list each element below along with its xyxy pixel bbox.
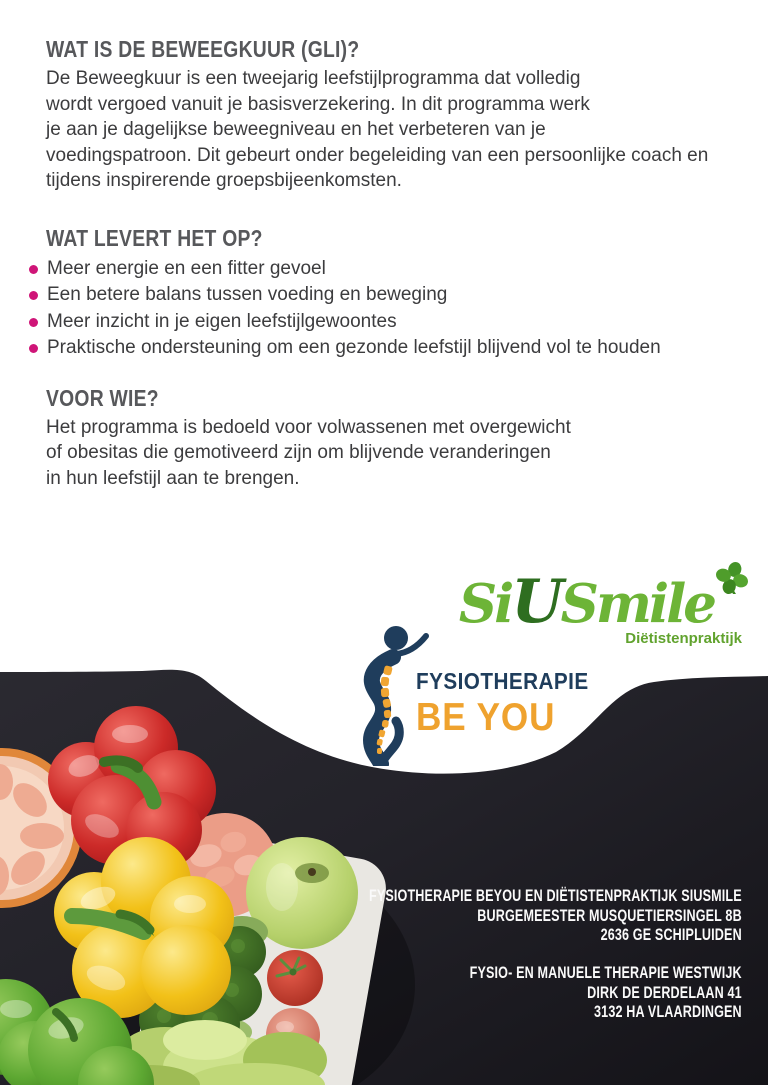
siusmile-wordmark — [448, 562, 748, 637]
bullet-text: Een betere balans tussen voeding en beweging — [47, 284, 448, 305]
section-heading-what-is — [46, 36, 756, 62]
wordmark-part: U — [511, 567, 561, 637]
bullet-dot-icon — [29, 344, 38, 353]
section-heading-benefits — [46, 225, 756, 251]
paragraph-line: Het programma is bedoeld voor volwassenen met overgewicht — [46, 416, 571, 438]
bullet-text: Meer energie en een fitter gevoel — [47, 257, 326, 279]
wordmark-part: Smile — [560, 573, 714, 635]
paragraph-line: in hun leefstijl aan te brengen. — [46, 467, 300, 489]
content-column — [46, 36, 756, 491]
paragraph-line: De Beweegkuur is een tweejarig leefstijlprogramma dat volledig — [46, 68, 581, 89]
address-line: BURGEMEESTER MUSQUETIERSINGEL 8B — [477, 905, 742, 925]
address-line: FYSIOTHERAPIE BEYOU EN DIËTISTENPRAKTIJK SIUSMILE — [369, 886, 742, 905]
heading-text: WAT LEVERT HET OP? — [46, 224, 263, 251]
list-item — [46, 309, 756, 336]
siusmile-subtitle: Diëtistenpraktijk — [625, 630, 742, 647]
paragraph-line: wordt vergoed vanuit je basisverzekering. In dit programma werk — [46, 93, 590, 115]
list-item — [46, 282, 756, 309]
address-block-2 — [470, 963, 742, 1022]
address-block-1 — [369, 886, 742, 945]
for-whom-paragraph — [46, 415, 756, 492]
address-line: FYSIO- EN MANUELE THERAPIE WESTWIJK — [469, 963, 742, 982]
heading-text: VOOR WIE? — [46, 384, 159, 411]
list-item — [46, 256, 756, 283]
benefits-list — [46, 256, 756, 362]
bullet-text: Meer inzicht in je eigen leefstijlgewoontes — [47, 310, 397, 332]
tomato-icon — [267, 950, 323, 1006]
beyou-subtitle: BE YOU — [416, 696, 556, 739]
paragraph-line: je aan je dagelijkse beweegniveau en het verbeteren van je — [46, 119, 546, 140]
heading-text: WAT IS DE BEWEEGKUUR (GLI)? — [46, 36, 360, 62]
paragraph-line: tijdens inspirerende groepsbijeenkomsten. — [46, 170, 402, 191]
paragraph-line: voedingspatroon. Dit gebeurt onder begeleiding van een persoonlijke coach en — [46, 144, 709, 166]
what-is-paragraph — [46, 66, 756, 194]
list-item — [46, 335, 756, 362]
beyou-logo — [358, 626, 588, 766]
address-line: 3132 HA VLAARDINGEN — [594, 1002, 742, 1021]
wordmark-part: Si — [458, 573, 512, 635]
bullet-text: Praktische ondersteuning om een gezonde leefstijl blijvend vol te houden — [47, 337, 661, 358]
paragraph-line: of obesitas die gemotiveerd zijn om blijvende veranderingen — [46, 442, 551, 463]
bullet-dot-icon — [29, 265, 38, 274]
clover-icon — [716, 562, 748, 594]
bullet-dot-icon — [29, 318, 38, 327]
beyou-title: FYSIOTHERAPIE — [416, 668, 589, 694]
section-heading-for-whom — [46, 385, 756, 411]
address-line: DIRK DE DERDELAAN 41 — [587, 982, 742, 1002]
beyou-wordmark — [416, 668, 608, 740]
address-line: 2636 GE SCHIPLUIDEN — [600, 925, 742, 944]
bullet-dot-icon — [29, 291, 38, 300]
